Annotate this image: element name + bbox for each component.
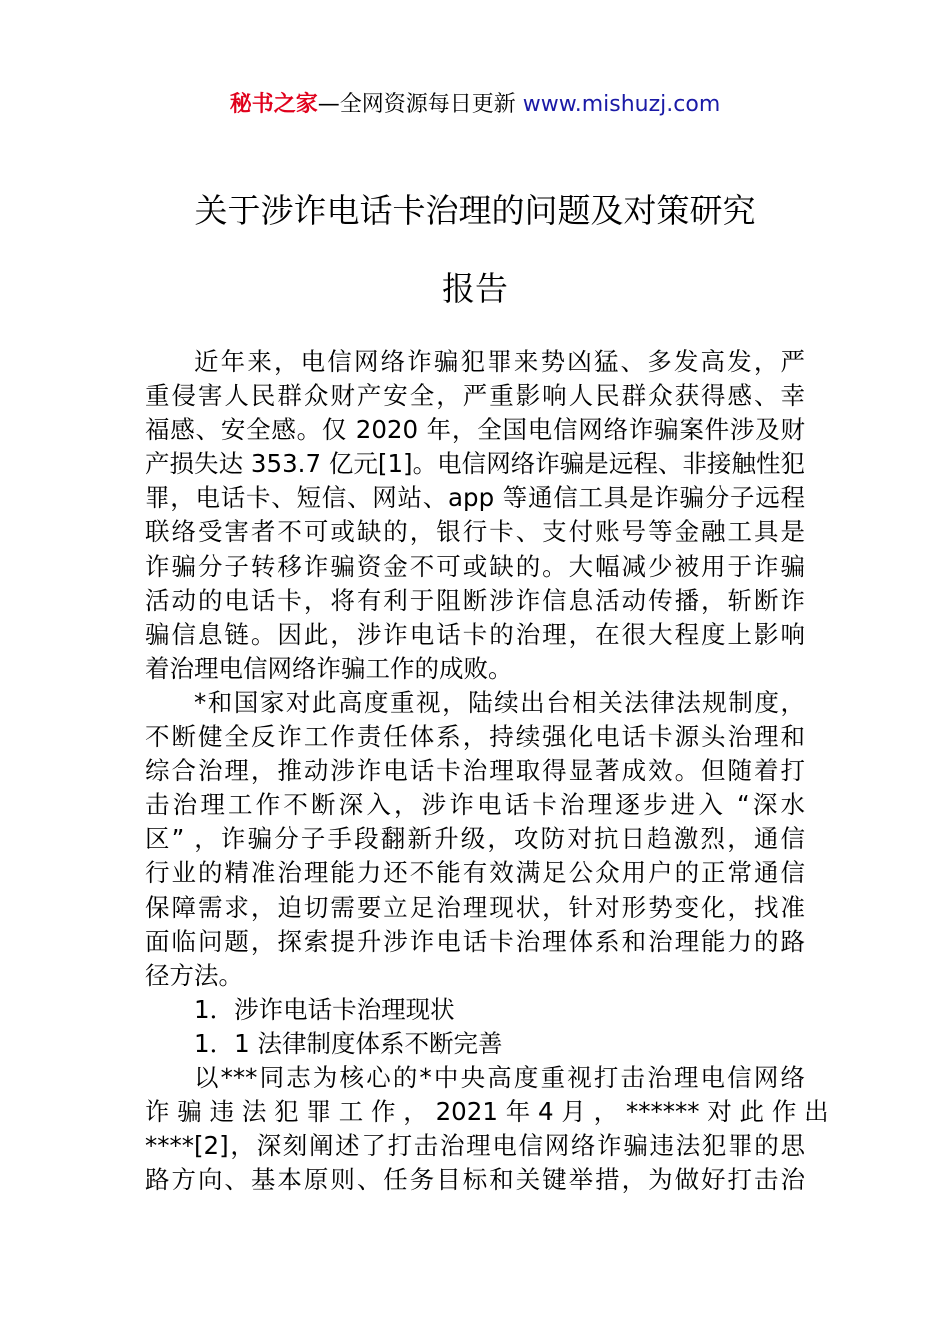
body-line: 罪，电话卡、短信、网站、app 等通信工具是诈骗分子远程 [145,483,805,513]
body-line: *和国家对此高度重视，陆续出台相关法律法规制度， [194,687,805,717]
body-line: 重侵害人民群众财产安全，严重影响人民群众获得感、幸 [145,381,805,411]
title-line-1: 关于涉诈电话卡治理的问题及对策研究 [194,191,756,230]
body-line: 福感、安全感。仅 2020 年，全国电信网络诈骗案件涉及财 [145,415,805,445]
body-line: 区” ，诈骗分子手段翻新升级，攻防对抗日趋激烈，通信 [145,824,805,854]
body-line: 近年来，电信网络诈骗犯罪来势凶猛、多发高发，严 [194,347,805,376]
body-line: 击治理工作不断深入，涉诈电话卡治理逐步进入 “深水 [145,790,805,820]
body-line: 活动的电话卡，将有利于阻断涉诈信息活动传播，斩断诈 [145,585,805,615]
document-title [0,172,950,328]
body-line: 联络受害者不可或缺的，银行卡、支付账号等金融工具是 [145,517,805,547]
body-line: 产损失达 353.7 亿元[1]。电信网络诈骗是远程、非接触性犯 [145,449,805,479]
body-line: 诈骗分子转移诈骗资金不可或缺的。大幅减少被用于诈骗 [145,551,805,581]
site-header [0,88,950,122]
body-line: 着治理电信网络诈骗工作的成败。 [145,653,513,683]
body-line: 诈 骗 违 法 犯 罪 工 作 ， 2021 年 4 月 ， ****** 对 此 作 出 [145,1097,829,1127]
brand-name[interactable]: 秘书之家 [229,92,318,117]
title-line-2: 报告 [442,269,508,308]
body-line: 路方向、基本原则、任务目标和关键举措，为做好打击治 [145,1165,805,1195]
body-line: 综合治理，推动涉诈电话卡治理取得显著成效。但随着打 [145,756,805,786]
site-url-link[interactable]: www.mishuzj.com [522,92,721,117]
body-line: 面临问题，探索提升涉诈电话卡治理体系和治理能力的路 [145,926,805,956]
header-tagline: —全网资源每日更新 [317,92,516,117]
body-line: 以***同志为核心的*中央高度重视打击治理电信网络 [194,1062,805,1092]
subsection-heading: 1．1 法律制度体系不断完善 [194,1028,503,1058]
section-heading: 1．涉诈电话卡治理现状 [194,994,455,1024]
body-line: 径方法。 [145,960,243,990]
body-line: 行业的精准治理能力还不能有效满足公众用户的正常通信 [145,858,805,888]
document-body [145,345,829,1197]
body-line: ****[2]，深刻阐述了打击治理电信网络诈骗违法犯罪的思 [145,1131,805,1161]
body-line: 骗信息链。因此，涉诈电话卡的治理，在很大程度上影响 [145,619,805,649]
body-line: 保障需求，迫切需要立足治理现状，针对形势变化，找准 [145,892,805,922]
body-line: 不断健全反诈工作责任体系，持续强化电话卡源头治理和 [145,722,805,752]
